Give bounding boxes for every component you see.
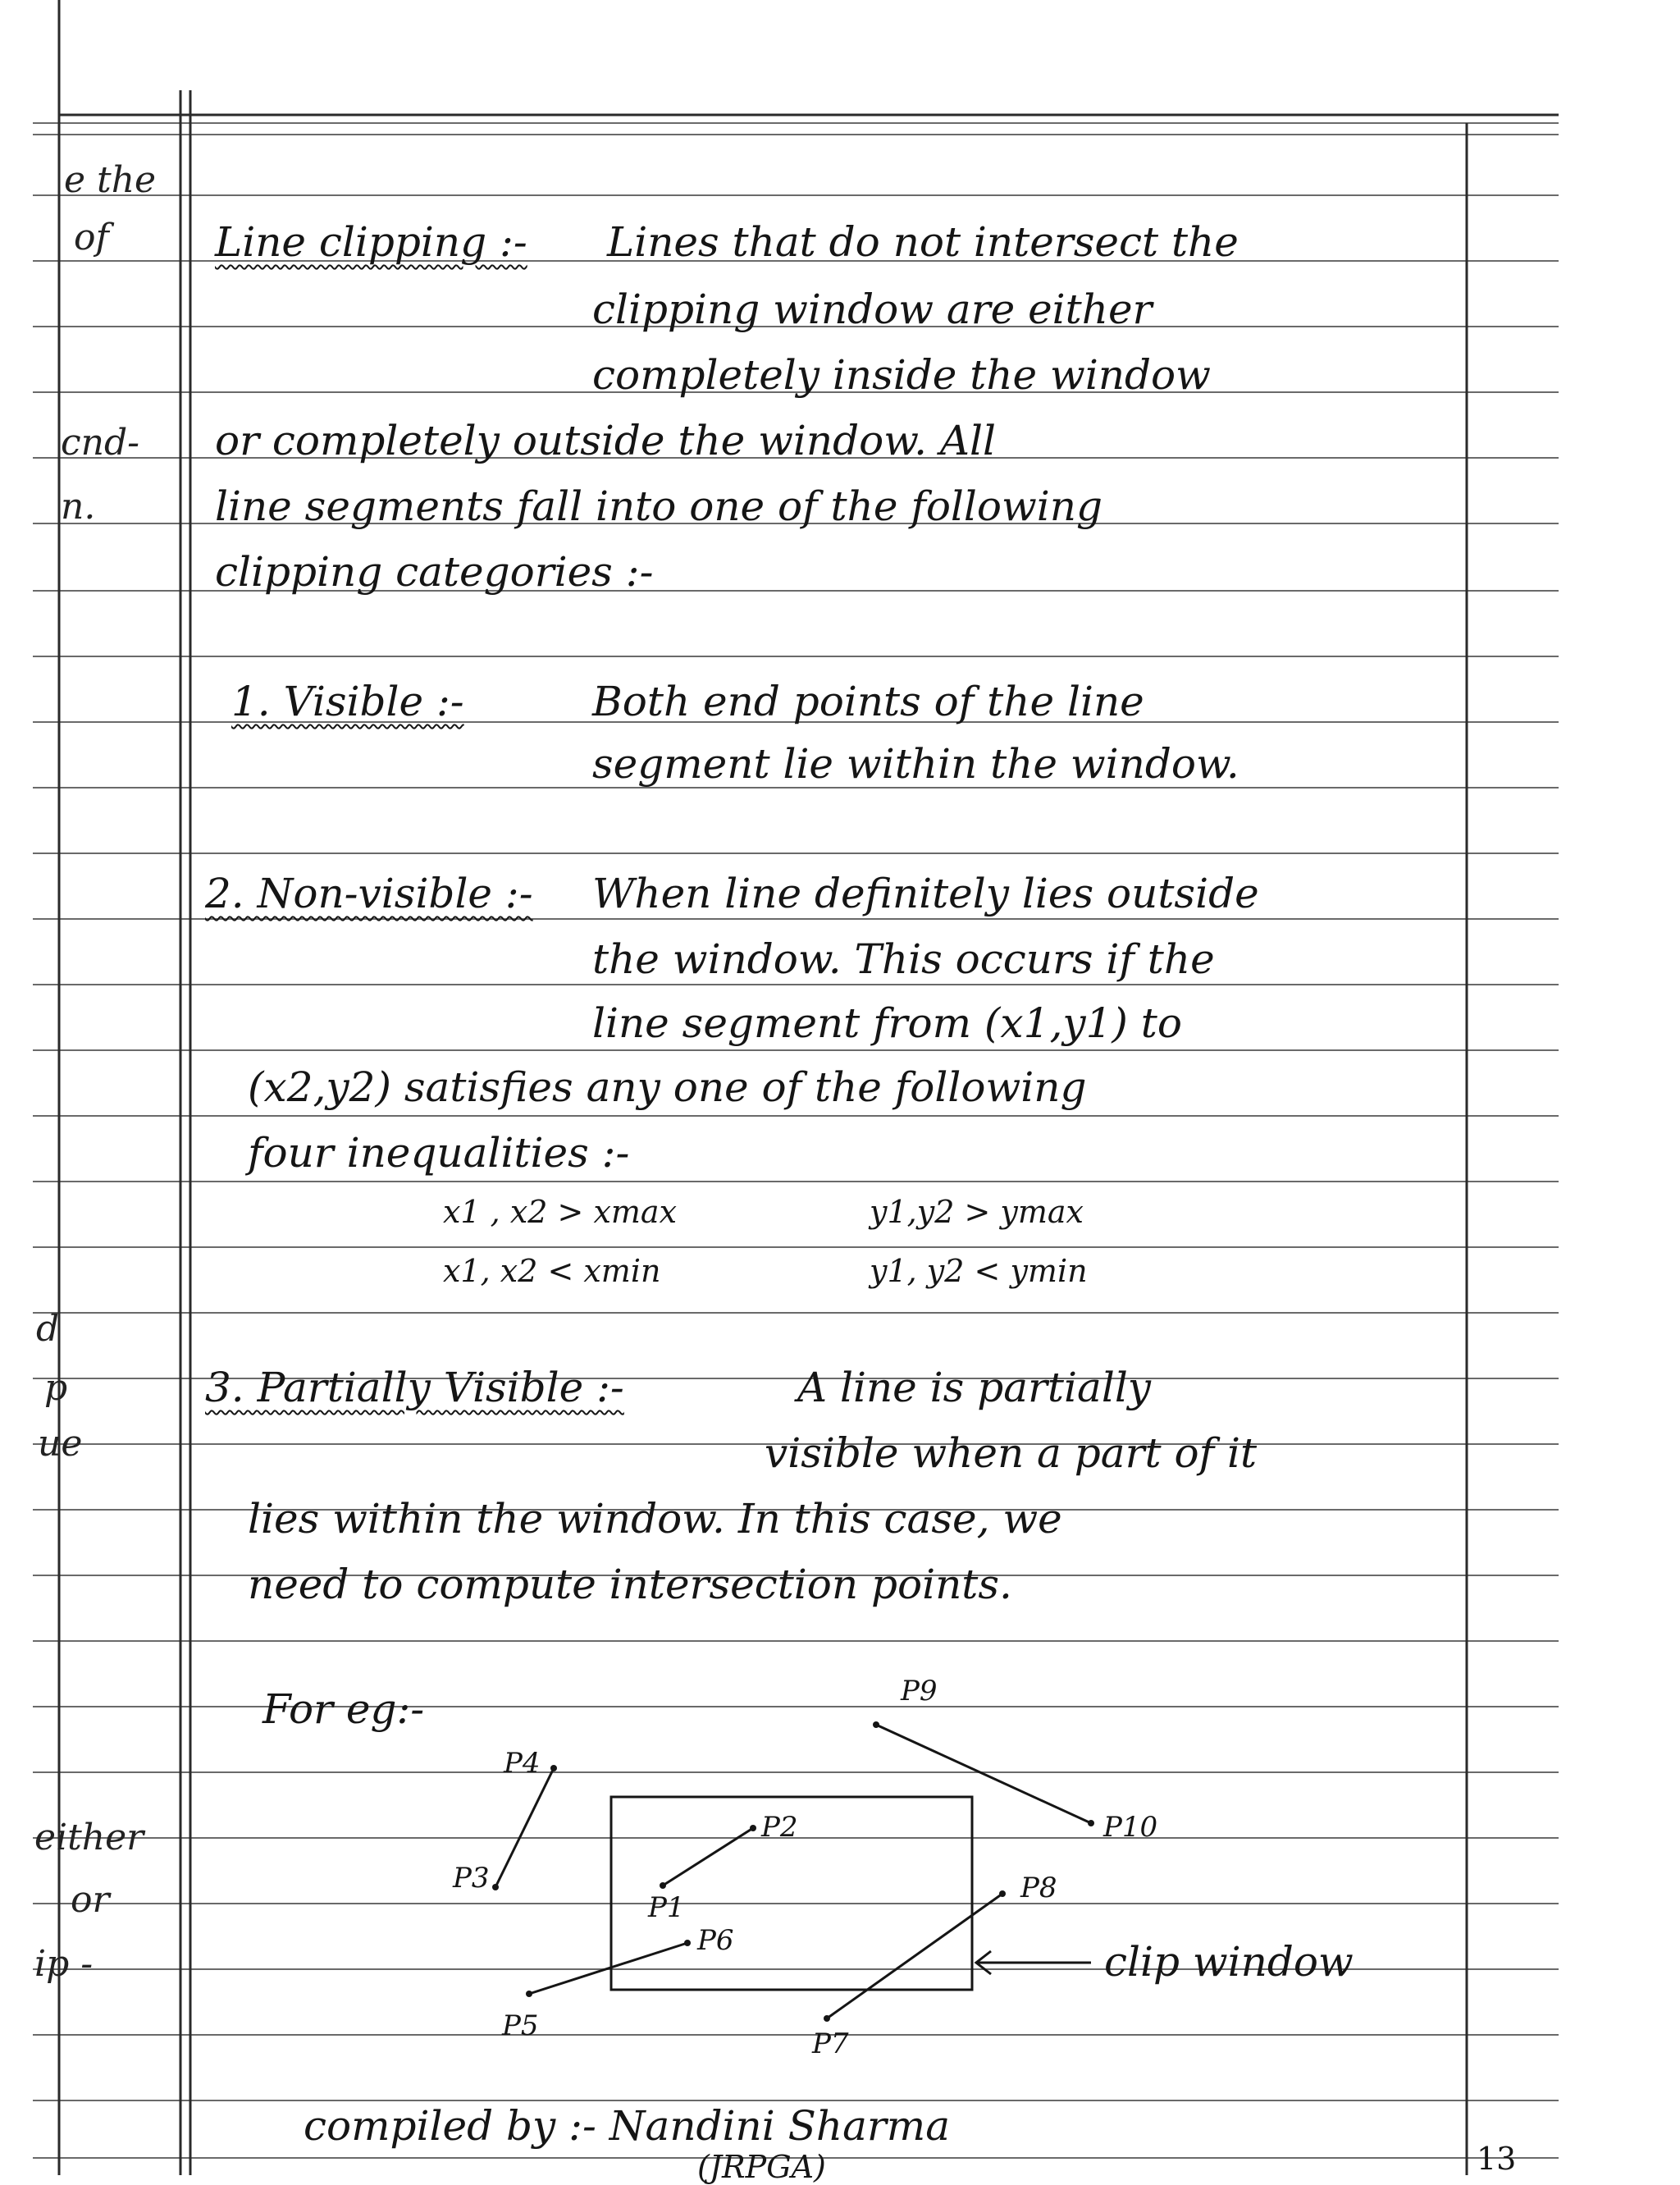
inequality: y1, y2 < ymin xyxy=(870,1253,1088,1289)
segment-p3-p4 xyxy=(495,1768,554,1887)
point-label: P9 xyxy=(901,1675,938,1707)
segment-p1-p2 xyxy=(663,1828,753,1886)
margin-text: ue xyxy=(38,1423,83,1465)
margin-text: d xyxy=(36,1308,60,1350)
point-label: P2 xyxy=(761,1811,798,1844)
point-label: P1 xyxy=(648,1891,685,1924)
point-label: P4 xyxy=(504,1747,541,1780)
point-label: P8 xyxy=(1020,1872,1057,1904)
paragraph-line: clipping categories :- xyxy=(215,548,654,596)
example-label: For eg:- xyxy=(262,1685,425,1733)
item-nonvisible-label: 2. Non-visible :- xyxy=(205,870,533,917)
point-label: P5 xyxy=(502,2009,539,2042)
point-label: P3 xyxy=(453,1862,490,1895)
paragraph-line: (x2,y2) satisfies any one of the following xyxy=(248,1063,1087,1111)
footer-compiled-by: compiled by :- Nandini Sharma xyxy=(304,2102,951,2150)
margin-text: or xyxy=(71,1879,110,1921)
inequality: x1 , x2 > xmax xyxy=(443,1194,677,1230)
margin-text: n. xyxy=(61,486,96,528)
paragraph-line: When line definitely lies outside xyxy=(592,870,1259,917)
section-heading: Line clipping :- xyxy=(215,218,527,266)
footer-subtext: (JRPGA) xyxy=(697,2149,826,2185)
segment-p7-p8 xyxy=(827,1894,1002,2018)
point-label: P7 xyxy=(812,2027,849,2060)
margin-text: ip - xyxy=(34,1943,94,1985)
paragraph-line: need to compute intersection points. xyxy=(248,1561,1012,1608)
paragraph-line: lies within the window. In this case, we xyxy=(248,1495,1062,1543)
segment-p5-p6 xyxy=(529,1943,687,1994)
margin-text: e the xyxy=(64,159,157,201)
clip-window-label: clip window xyxy=(1104,1938,1354,1986)
paragraph-line: clipping window are either xyxy=(592,286,1153,333)
paragraph-line: visible when a part of it xyxy=(765,1429,1258,1477)
paragraph-line: segment lie within the window. xyxy=(592,740,1239,788)
inequality: y1,y2 > ymax xyxy=(870,1194,1084,1230)
inequality: x1, x2 < xmin xyxy=(443,1253,661,1289)
margin-text: either xyxy=(34,1817,144,1858)
paragraph-line: completely inside the window xyxy=(592,351,1211,399)
margin-text: of xyxy=(74,217,109,258)
item-visible-label: 1. Visible :- xyxy=(231,678,464,725)
paragraph-line: four inequalities :- xyxy=(248,1129,630,1177)
segment-p9-p10 xyxy=(876,1725,1091,1823)
paragraph-line: the window. This occurs if the xyxy=(592,935,1215,983)
paragraph-line: line segment from (x1,y1) to xyxy=(592,999,1182,1047)
point-label: P10 xyxy=(1103,1811,1158,1844)
paragraph-line: or completely outside the window. All xyxy=(215,417,996,464)
margin-text: p xyxy=(44,1367,68,1409)
paragraph-line: Lines that do not intersect the xyxy=(607,218,1239,266)
paragraph-line: A line is partially xyxy=(797,1364,1152,1411)
item-partial-label: 3. Partially Visible :- xyxy=(205,1364,624,1411)
paragraph-line: Both end points of the line xyxy=(592,678,1144,725)
page-number: 13 xyxy=(1477,2141,1517,2177)
paragraph-line: line segments fall into one of the following xyxy=(215,482,1103,530)
margin-text: cnd- xyxy=(61,422,140,464)
point-label: P6 xyxy=(697,1924,734,1957)
